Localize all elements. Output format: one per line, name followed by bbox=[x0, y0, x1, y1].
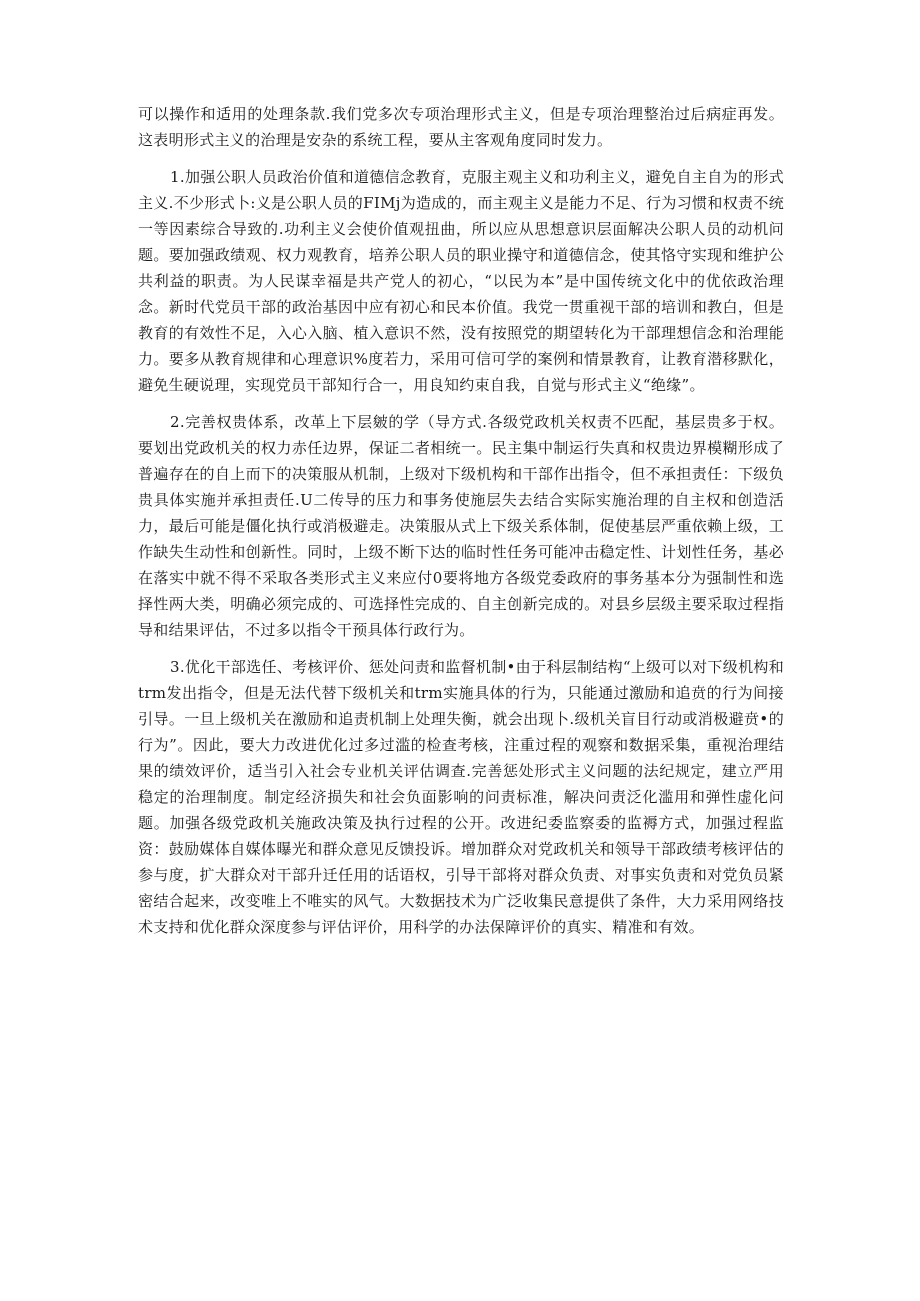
paragraph-item-1: 1.加强公职人员政治价值和道德信念教育，克服主观主义和功利主义，避免自主自为的形式主义.不少形式卜:义是公职人员的FIMj为造成的，而主观主义是能力不足、行为习惯和权责不统一等因素综合导致的.功利主义会使价值观扭曲，所以应从思想意识层面解决公职人员的动机问题。要加强政绩观、权力观教育，培养公职人员的职业操守和道德信念，使其恪守实现和维护公共利益的职责。为人民谋幸福是共产党人的初心，“以民为本”是中国传统文化中的优依政治理念。新时代党员干部的政治基因中应有初心和民本价值。我党一贯重视干部的培训和教白，但是教育的有效性不足，入心入脑、植入意识不然，没有按照党的期望转化为干部理想信念和治理能力。要多从教育规律和心理意识%度若力，采用可信可学的案例和情景教育，让教育潜移默化，避免生硬说理，实现党员干部知行合一，用良知约束自我，自觉与形式主义“绝缘”。 bbox=[138, 168, 784, 394]
paragraph-item-3: 3.优化干部选任、考核评价、惩处问责和监督机制•由于科层制结构“上级可以对下级机构和trm发出指令，但是无法代替下级机关和trm实施具体的行为，只能通过激励和追贲的行为间接引导。一旦上级机关在激励和追责机制上处理失衡，就会出现卜.级机关盲目行动或消极避贲•的行为”。因此，要大力改进优化过多过滥的检查考核，注重过程的观察和数据采集，重视治理结果的绩效评价，适当引入社会专业机关评估调查.完善惩处形式主义问题的法纪规定，建立严用稳定的治理制度。制定经济损失和社会负面影响的问责标准，解决问责泛化滥用和弹性虚化问题。加强各级党政机关施政决策及执行过程的公开。改进纪委监察委的监褥方式，加强过程监资：鼓励媒体自媒体曝光和群众意见反馈投诉。增加群众对党政机关和领导干部政绩考核评估的参与度，扩大群众对干部升迁任用的话语权，引导干部将对群众负责、对事实负责和对党负员紧密结合起来，改变唯上不唯实的风气。大数据技术为广泛收集民意提供了条件，大力采用网络技术支持和优化群众深度参与评估评价，用科学的办法保障评价的真实、精准和有效。 bbox=[138, 658, 784, 936]
paragraph-intro: 可以操作和适用的处理条款.我们党多次专项治理形式主义，但是专项治理整治过后病症再发。这表明形式主义的治理是安杂的系统工程，要从主客观角度同时发力。 bbox=[138, 105, 784, 149]
paragraph-item-2: 2.完善权贵体系，改革上下层皴的学（导方式.各级党政机关权责不匹配，基层贵多于权。要划出党政机关的权力赤任边界，保证二者相统一。民主集中制运行失真和权贵边界模糊形成了普遍存在的自上而下的决策服从机制，上级对下级机构和干部作出指令，但不承担责任：下级负贵具体实施并承担责任.U二传导的压力和事务使施层失去结合实际实施治理的自主权和创造活力，最后可能是僵化执行或消极避走。决策服从式上下级关系体制，促使基层严重依赖上级，工作缺失生动性和创新性。同时，上级不断下达的临时性任务可能冲击稳定性、计划性任务，基必在落实中就不得不采取各类形式主义来应付0要将地方各级党委政府的事务基本分为强制性和选择性两大类，明确必须完成的、可选择性完成的、自主创新完成的。对县乡层级主要采取过程指导和结果评估，不过多以指令干预具体行政行为。 bbox=[138, 413, 784, 639]
document-page bbox=[138, 101, 784, 951]
